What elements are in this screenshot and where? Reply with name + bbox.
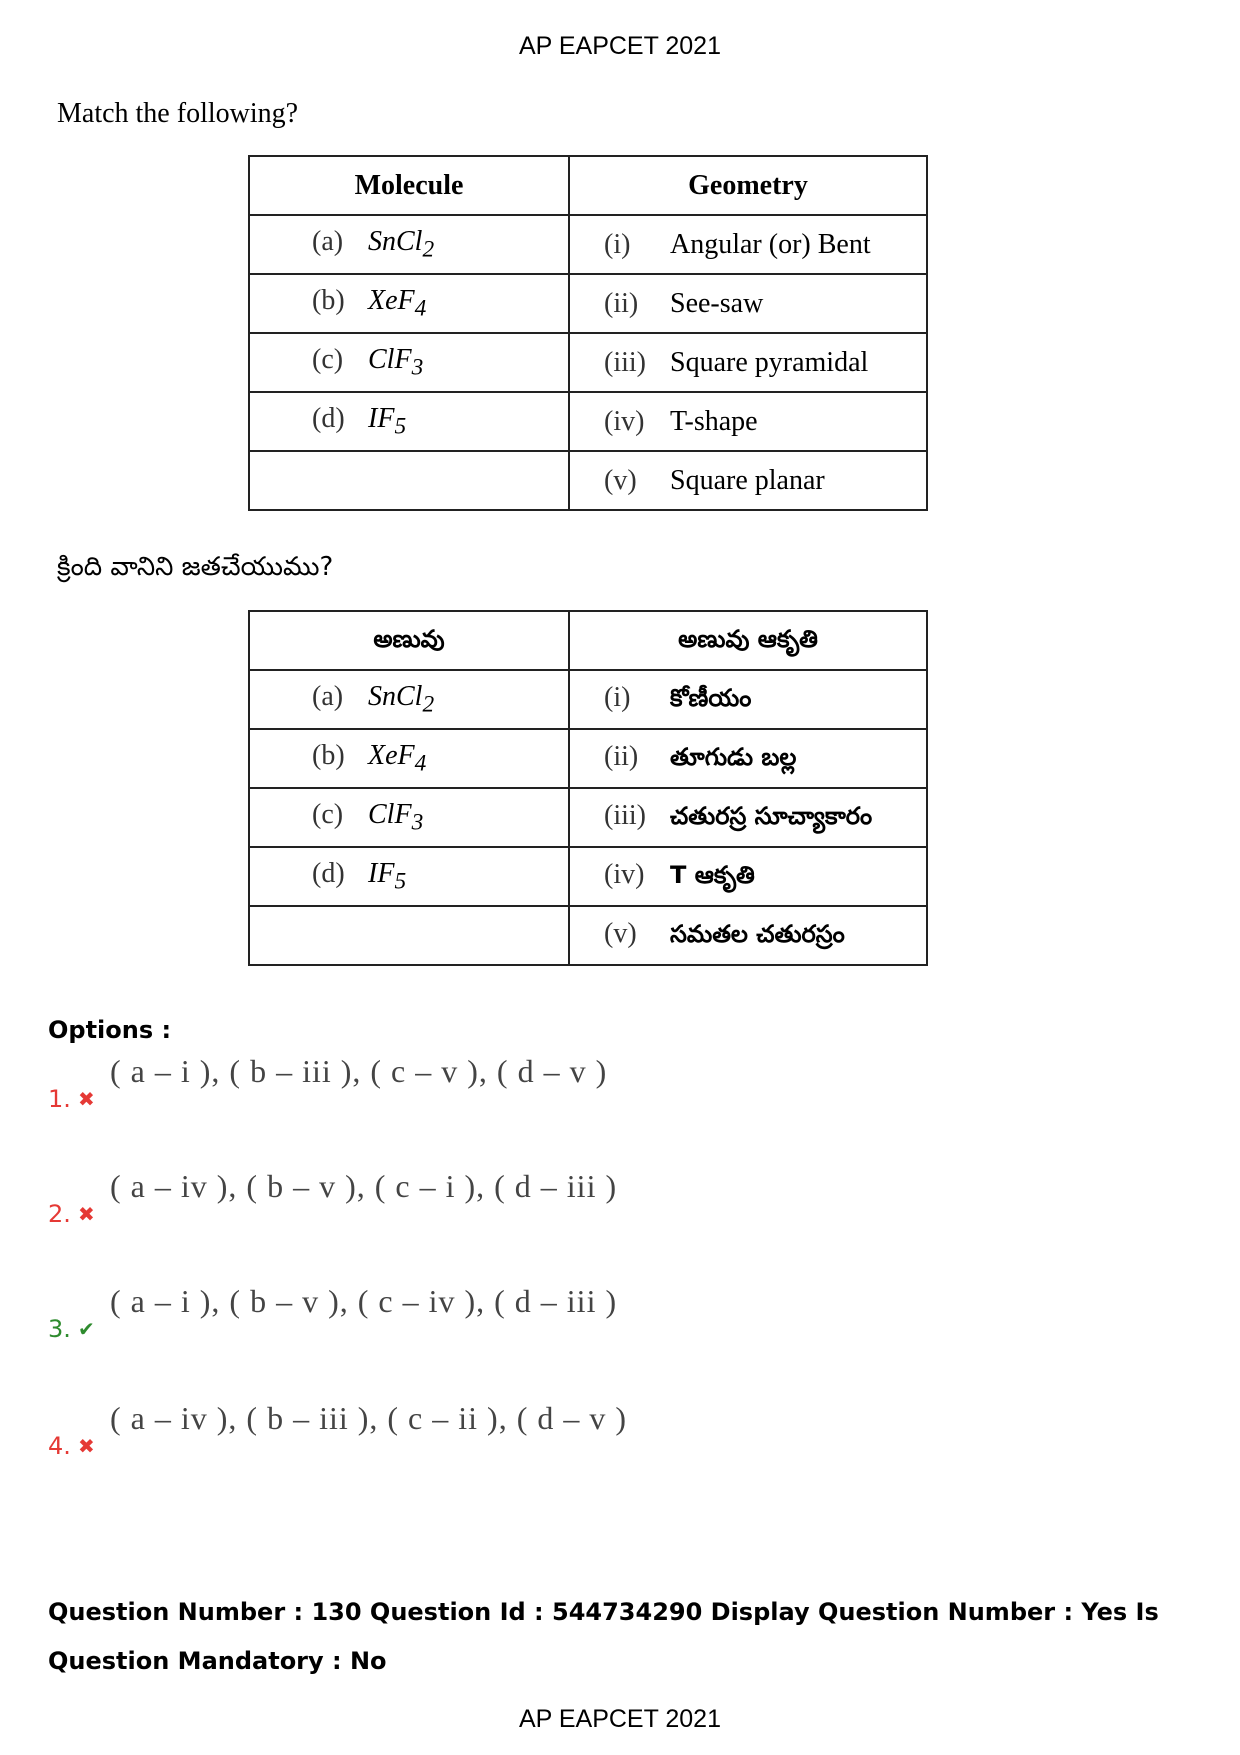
option-number: 3. <box>48 1315 71 1343</box>
page-header: AP EAPCET 2021 <box>519 32 721 60</box>
geometry-cell: (i) Angular (or) Bent <box>569 215 927 274</box>
question-prompt-telugu: క్రింది వానిని జతచేయుము? <box>57 552 334 582</box>
table-row <box>249 274 927 333</box>
table-row <box>249 392 927 451</box>
geometry-cell: (iv) T ఆకృతి <box>569 847 927 906</box>
table-row <box>249 847 927 906</box>
table-row <box>249 451 927 510</box>
table-row <box>249 215 927 274</box>
options-title: Options : <box>48 1016 172 1044</box>
geometry-cell: (iii) చతురస్ర సూచ్యాకారం <box>569 788 927 847</box>
column-header-molecule-te: అణువు <box>249 611 569 670</box>
molecule-cell: (b) XeF$_4$ <box>249 274 569 333</box>
table-row <box>249 906 927 965</box>
table-header-row <box>249 611 927 670</box>
empty-cell <box>249 451 569 510</box>
empty-cell <box>249 906 569 965</box>
option-number: 1. <box>48 1085 71 1113</box>
geometry-cell: (v) సమతల చతురస్రం <box>569 906 927 965</box>
table-header-row <box>249 156 927 215</box>
geometry-cell: (ii) See-saw <box>569 274 927 333</box>
table-row <box>249 670 927 729</box>
geometry-cell: (iii) Square pyramidal <box>569 333 927 392</box>
column-header-geometry: Geometry <box>569 156 927 215</box>
option-number: 4. <box>48 1432 71 1460</box>
table-row <box>249 788 927 847</box>
column-header-geometry-te: అణువు ఆకృతి <box>569 611 927 670</box>
table-row <box>249 333 927 392</box>
cross-icon: ✖ <box>78 1202 95 1226</box>
geometry-cell: (iv) T-shape <box>569 392 927 451</box>
option-text: ( a – iv ), ( b – v ), ( c – i ), ( d – iii ) <box>110 1168 618 1204</box>
molecule-cell: (d) $IF_5$ <box>249 847 569 906</box>
question-metadata: Question Number : 130 Question Id : 544734290 Display Question Number : Yes Is Question Mandatory : No <box>48 1598 1159 1675</box>
table-row <box>249 729 927 788</box>
molecule-cell: (c) ClF$_3$ <box>249 333 569 392</box>
cross-icon: ✖ <box>78 1087 95 1111</box>
option-text: ( a – i ), ( b – v ), ( c – iv ), ( d – iii ) <box>110 1283 618 1319</box>
column-header-molecule: Molecule <box>249 156 569 215</box>
match-table-telugu <box>248 610 928 966</box>
cross-icon: ✖ <box>78 1434 95 1458</box>
option-text: ( a – iv ), ( b – iii ), ( c – ii ), ( d – v ) <box>110 1400 627 1436</box>
geometry-cell: (v) Square planar <box>569 451 927 510</box>
match-table-english <box>248 155 928 511</box>
geometry-cell: (ii) తూగుడు బల్ల <box>569 729 927 788</box>
question-prompt-english: Match the following? <box>57 98 299 129</box>
molecule-cell: (d) $IF_5$ <box>249 392 569 451</box>
molecule-cell: (c) ClF$_3$ <box>249 788 569 847</box>
molecule-cell: (b) XeF$_4$ <box>249 729 569 788</box>
page-footer: AP EAPCET 2021 <box>519 1705 721 1733</box>
option-number: 2. <box>48 1200 71 1228</box>
geometry-cell: (i) కోణీయం <box>569 670 927 729</box>
molecule-cell: (a) SnCl$_2$ <box>249 670 569 729</box>
molecule-cell: (a) SnCl$_2$ <box>249 215 569 274</box>
check-icon: ✔ <box>78 1317 95 1341</box>
option-text: ( a – i ), ( b – iii ), ( c – v ), ( d – v ) <box>110 1053 608 1089</box>
